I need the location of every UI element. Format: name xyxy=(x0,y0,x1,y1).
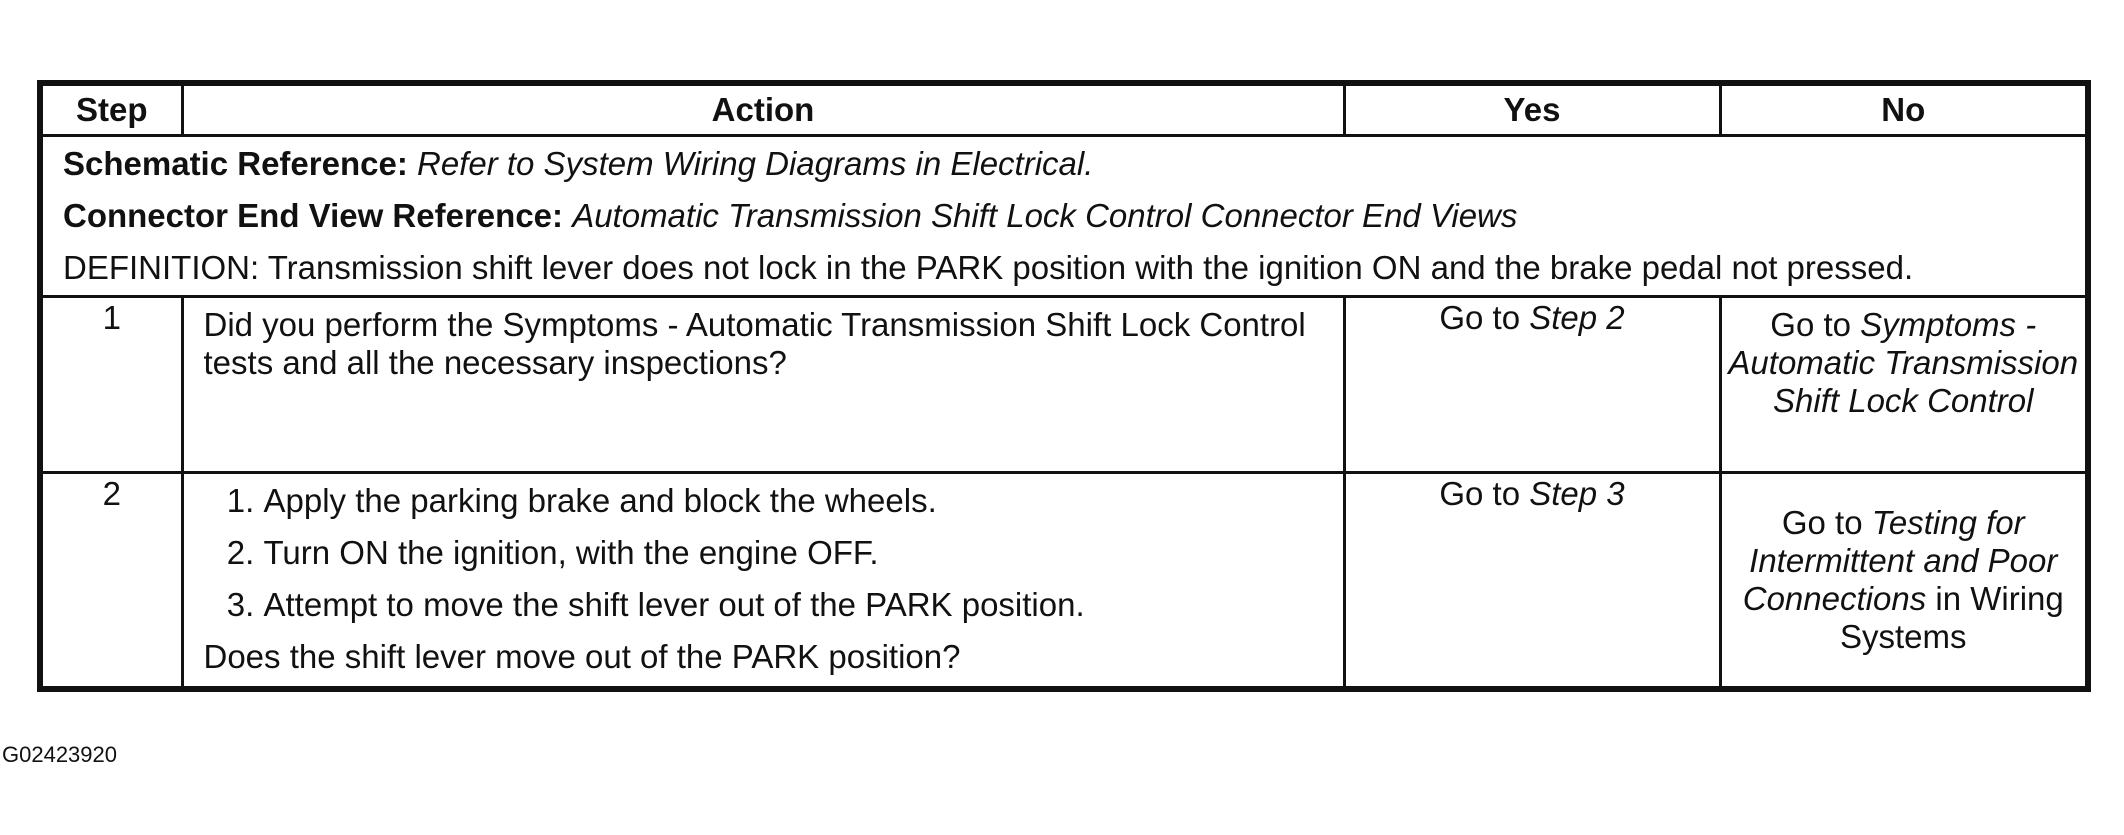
action-question: Did you perform the Symptoms - Automatic Transmission Shift Lock Control tests and all the necessary inspections? xyxy=(203,306,1306,381)
action-cell xyxy=(182,473,1344,690)
yes-prefix: Go to xyxy=(1439,299,1530,336)
yes-step-link[interactable]: Step 3 xyxy=(1529,475,1625,512)
header-step: Step xyxy=(40,83,182,136)
yes-step-link[interactable]: Step 2 xyxy=(1529,299,1625,336)
yes-prefix: Go to xyxy=(1439,475,1530,512)
table-header-row xyxy=(40,83,2088,136)
no-suffix: in Wiring Systems xyxy=(1839,580,2064,655)
schematic-reference xyxy=(63,145,2065,183)
connector-reference-value: Automatic Transmission Shift Lock Control Connector End Views xyxy=(572,197,1518,234)
action-step-list xyxy=(204,482,1323,624)
connector-reference-label: Connector End View Reference: xyxy=(63,197,564,234)
no-symptoms-link[interactable]: Symptoms - Automatic Transmission Shift Lock Control xyxy=(1728,306,2079,419)
definition-text: DEFINITION: Transmission shift lever does not lock in the PARK position with the ignition ON and the brake pedal not pressed. xyxy=(63,249,1914,286)
no-prefix: Go to xyxy=(1770,306,1861,343)
connector-reference xyxy=(63,197,2065,235)
action-step-item: 2. Turn ON the ignition, with the engine OFF. xyxy=(264,534,1323,572)
header-no: No xyxy=(1720,83,2088,136)
table-row xyxy=(40,473,2088,690)
reference-cell xyxy=(40,136,2088,297)
action-step-item: 1. Apply the parking brake and block the wheels. xyxy=(264,482,1323,520)
step-number: 2 xyxy=(40,473,182,690)
figure-id: G02423920 xyxy=(2,742,117,767)
reference-row xyxy=(40,136,2088,297)
yes-cell xyxy=(1344,297,1720,473)
action-cell xyxy=(182,297,1344,473)
table-row xyxy=(40,297,2088,473)
step-number: 1 xyxy=(40,297,182,473)
yes-cell xyxy=(1344,473,1720,690)
schematic-reference-value: Refer to System Wiring Diagrams in Electrical. xyxy=(417,145,1094,182)
no-cell xyxy=(1720,297,2088,473)
diagnostic-table xyxy=(37,80,2091,692)
action-question: Does the shift lever move out of the PARK position? xyxy=(203,638,961,675)
action-step-item: 3. Attempt to move the shift lever out of the PARK position. xyxy=(264,586,1323,624)
diagnostic-table-container xyxy=(37,80,2085,692)
no-prefix: Go to xyxy=(1781,504,1872,541)
no-testing-link[interactable]: Testing for Intermittent and Poor Connections xyxy=(1742,504,2058,617)
no-cell xyxy=(1720,473,2088,690)
header-yes: Yes xyxy=(1344,83,1720,136)
header-action: Action xyxy=(182,83,1344,136)
schematic-reference-label: Schematic Reference: xyxy=(63,145,408,182)
